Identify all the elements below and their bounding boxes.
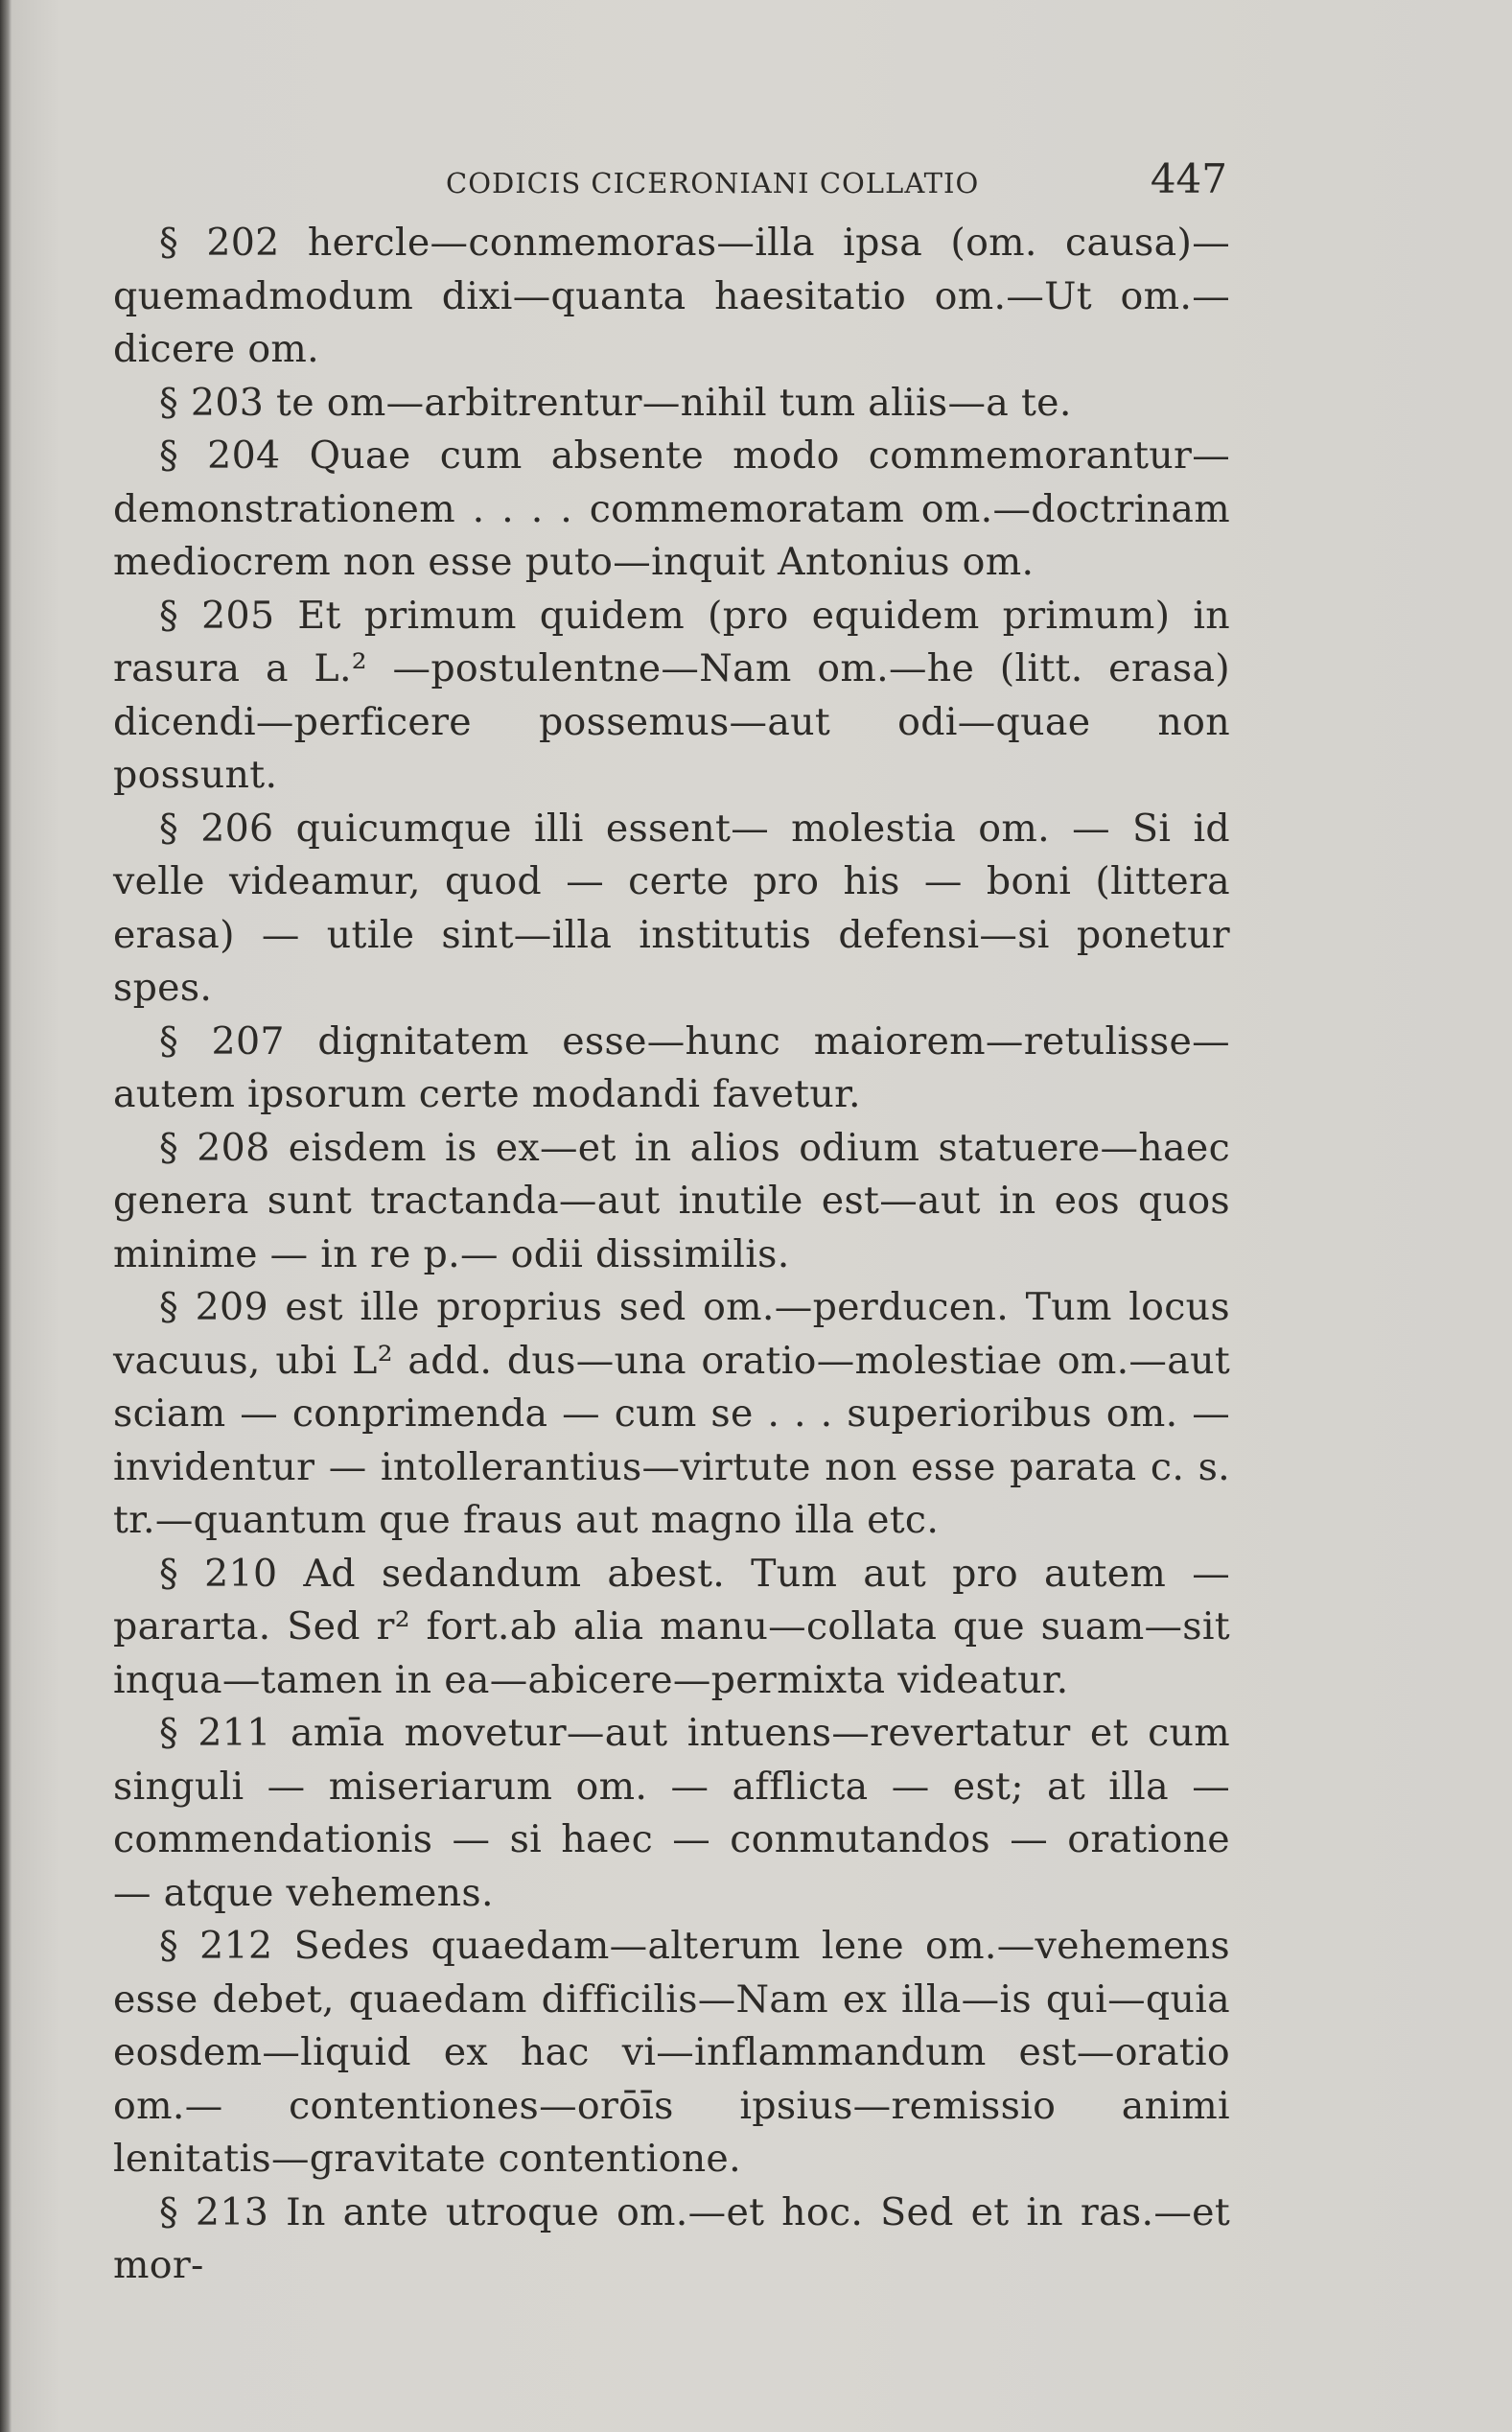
running-title: CODICIS CICERONIANI COLLATIO (446, 167, 980, 199)
body-text (113, 217, 1230, 2293)
page-header (115, 155, 1227, 213)
page-number: 447 (1150, 155, 1227, 202)
paragraph-209: § 209 est ille proprius sed om.—perducen. Tum locus vacuus, ubi L² add. dus—una oratio—molestiae om.—aut sciam — conprimenda — cum se . . . superioribus om. — invidentur — intollerantius—virtute non esse parata c. s. tr.—quantum que fraus aut magno illa etc. (113, 1285, 1230, 1542)
paragraph-206: § 206 quicumque illi essent— molestia om. — Si id velle videamur, quod — certe pro his — boni (littera erasa) — utile sint—illa institutis defensi—si ponetur spes. (113, 806, 1230, 1010)
paragraph-204: § 204 Quae cum absente modo commemorantur—demonstrationem . . . . commemoratam om.—doctrinam mediocrem non esse puto—inquit Antonius om. (113, 433, 1230, 584)
paragraph-207: § 207 dignitatem esse—hunc maiorem—retulisse—autem ipsorum certe modandi favetur. (113, 1018, 1230, 1116)
paragraph-208: § 208 eisdem is ex—et in alios odium statuere—haec genera sunt tractanda—aut inutile est—aut in eos quos minime — in re p.— odii dissimilis. (113, 1125, 1230, 1276)
paragraph-205: § 205 Et primum quidem (pro equidem primum) in rasura a L.² —postulentne—Nam om.—he (litt. erasa) dicendi—perficere possemus—aut odi—quae non possunt. (113, 593, 1230, 797)
paragraph-212: § 212 Sedes quaedam—alterum lene om.—vehemens esse debet, quaedam difficilis—Nam ex illa—is qui—quia eosdem—liquid ex hac vi—inflammandum est—oratio om.— contentiones—orōīs ipsius—remissio animi lenitatis—gravitate contentione. (113, 1924, 1230, 2181)
paragraph-211: § 211 amīa movetur—aut intuens—revertatur et cum singuli — miseriarum om. — afflicta — est; at illa — commendationis — si haec — conmutandos — oratione — atque vehemens. (113, 1711, 1230, 1915)
page-spine-shadow (0, 0, 12, 2432)
paragraph-213: § 213 In ante utroque om.—et hoc. Sed et in ras.—et mor- (113, 2189, 1230, 2287)
paragraph-202: § 202 hercle—conmemoras—illa ipsa (om. causa)—quemadmodum dixi—quanta haesitatio om.—Ut om.—dicere om. (113, 221, 1230, 371)
paragraph-203: § 203 te om—arbitrentur—nihil tum aliis—a te. (159, 380, 1072, 425)
paragraph-210: § 210 Ad sedandum abest. Tum aut pro autem — pararta. Sed r² fort.ab alia manu—collata que suam—sit inqua—tamen in ea—abicere—permixta videatur. (113, 1551, 1230, 1702)
